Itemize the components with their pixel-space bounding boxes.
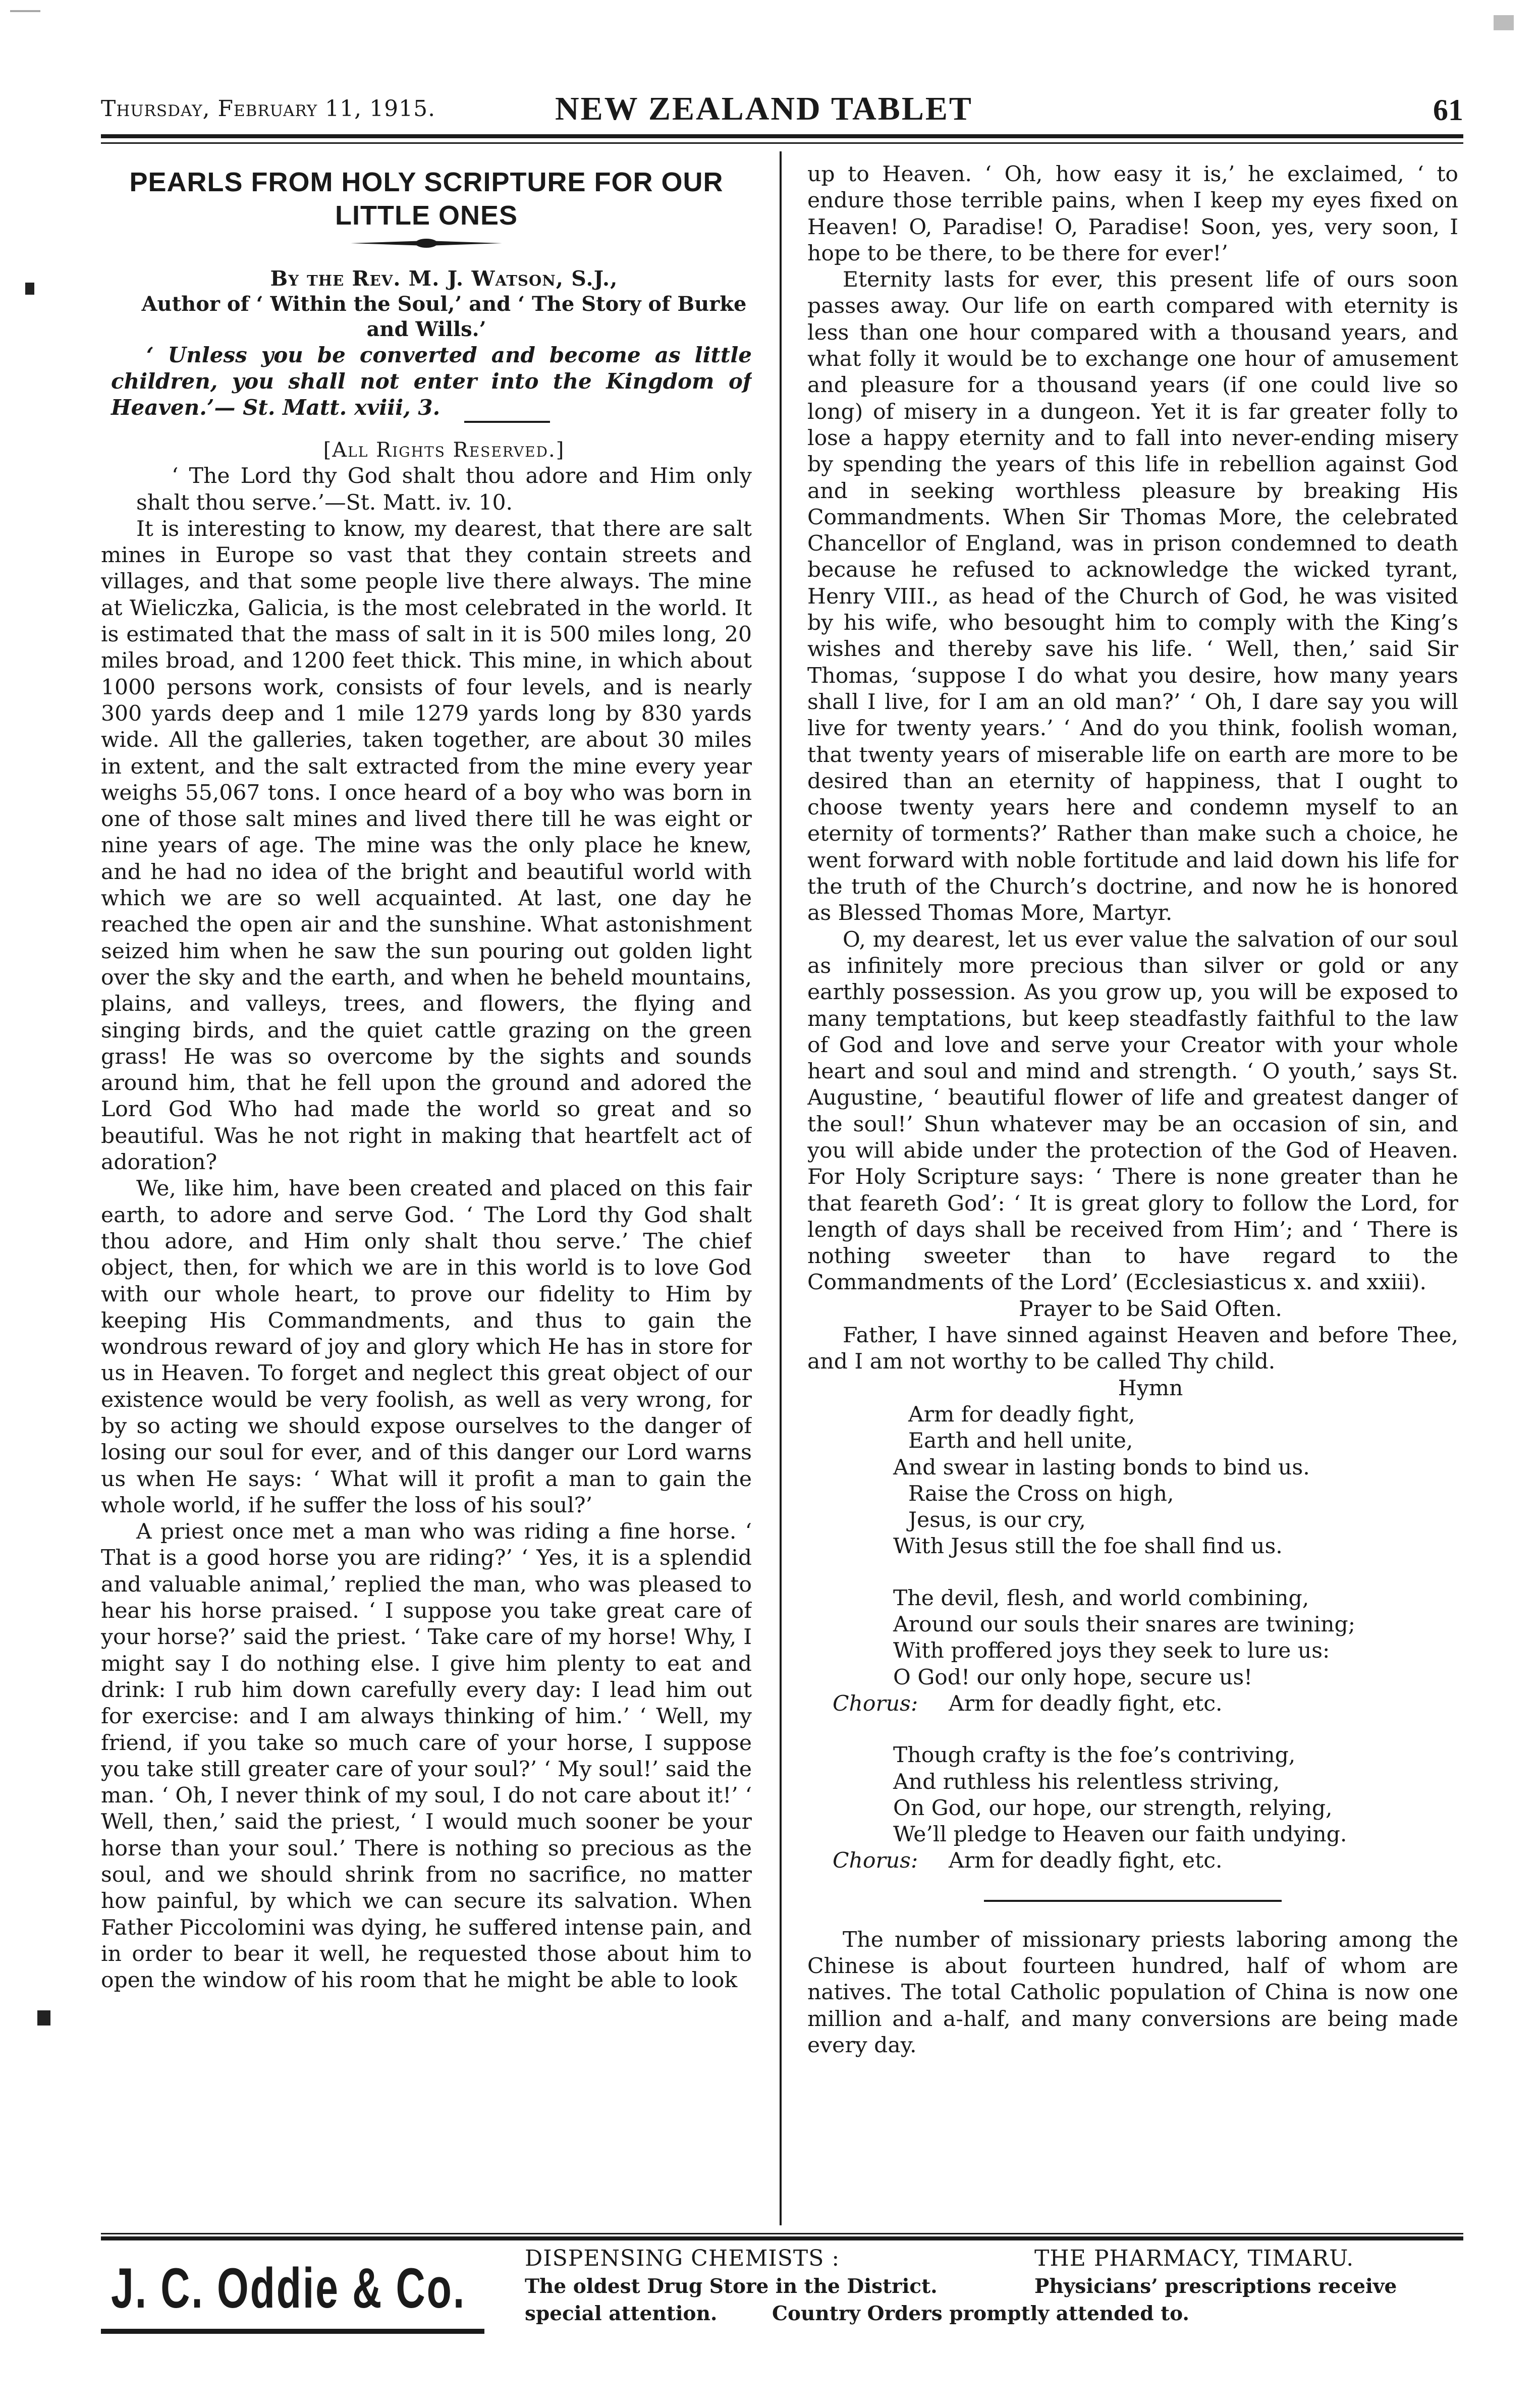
chorus-label: Chorus: bbox=[833, 1691, 918, 1716]
epigraph: ‘ Unless you be converted and become as little children, you shall not enter into the Kingdom of Heaven.’— St. Matt. xviii, 3. bbox=[111, 343, 752, 420]
missionary-note: The number of missionary priests laboring among the Chinese is about fourteen hundred, half of whom are natives. The total Catholic population of China is now one million and a-half, and many conversions are being made every day. bbox=[807, 1927, 1458, 2058]
article-title bbox=[101, 166, 752, 232]
advert-line3-left: special attention. bbox=[525, 2302, 718, 2325]
hymn-chorus bbox=[807, 1691, 1458, 1717]
hymn-line: With Jesus still the foe shall find us. bbox=[893, 1534, 1283, 1559]
right-column bbox=[807, 161, 1458, 2223]
paragraph: Eternity lasts for ever, this present life of ours soon passes away. Our life on earth compared with eternity is less than one hour compared with a thousand years, and what folly it would be to exchange one hour of amusement and pleasure for a thousand years (if one could live so long) of misery in a dungeon. Yet it is far greater folly to lose a happy eternity and to fall into never-ending misery by spending the years of this life in rebellion against God and in seeking worthless pleasure by breaking His Commandments. When Sir Thomas More, the celebrated Chancellor of England, was in prison condemned to death because he refused to acknowledge the wicked tyrant, Henry VIII., as head of the Church of God, he was visited by his wife, who besought him to comply with the King’s wishes and thereby save his life. ‘ Well, then,’ said Sir Thomas, ‘suppose I do what you desire, how many years shall I live, for I am an old man?’ ‘ Oh, I dare say you will live for twenty years.’ ‘ And do you think, foolish woman, that twenty years of miserable life on earth are more to be desired than an eternity of happiness, that I ought to choose twenty years here and condemn myself to an eternity of torments?’ Rather than make such a choice, he went forward with noble fortitude and laid down his life for the truth of the Church’s doctrine, and now he is honored as Blessed Thomas More, Martyr. bbox=[807, 267, 1458, 926]
left-column bbox=[101, 161, 752, 2223]
advert-firm-rule bbox=[101, 2329, 484, 2334]
paragraph: O, my dearest, let us ever value the salvation of our soul as infinitely more precious than silver or gold or any earthly possession. As you grow up, you will be exposed to many temptations, but keep steadfastly faithful to the law of God and love and serve your Creator with your whole heart and soul and mind and strength. ‘ O youth,’ says St. Augustine, ‘ beautiful flower of life and greatest danger of the soul!’ Shun whatever may be an occasion of sin, and you will abide under the protection of the God of Heaven. For Holy Scripture says: ‘ There is none greater than he that feareth God’: ‘ It is great glory to follow the Lord, for length of days shall be received from Him’; and ‘ There is nothing sweeter than to have regard to the Commandments of the Lord’ (Ecclesiasticus x. and xxiii). bbox=[807, 927, 1458, 1295]
article-title-line1: PEARLS FROM HOLY SCRIPTURE FOR OUR bbox=[129, 167, 724, 197]
hymn-line: Jesus, is our cry, bbox=[908, 1508, 1086, 1533]
scan-speck bbox=[10, 10, 40, 12]
hymn-line: And swear in lasting bonds to bind us. bbox=[893, 1455, 1310, 1480]
hymn-chorus bbox=[807, 1848, 1458, 1874]
article-title-line2: LITTLE ONES bbox=[335, 200, 518, 231]
column-divider bbox=[780, 151, 782, 2225]
scan-speck bbox=[37, 2010, 50, 2026]
hymn-line: On God, our hope, our strength, relying, bbox=[893, 1795, 1333, 1821]
masthead-rule-thin bbox=[101, 142, 1463, 144]
page-number: 61 bbox=[1433, 93, 1463, 127]
chorus-text: Arm for deadly fight, etc. bbox=[949, 1848, 1223, 1874]
chorus-label: Chorus: bbox=[833, 1848, 918, 1874]
paragraph: up to Heaven. ‘ Oh, how easy it is,’ he exclaimed, ‘ to endure those terrible pains, when I keep my eyes fixed on Heaven! O, Paradise! O, Paradise! Soon, yes, very soon, I hope to be there, to be there for ever!’ bbox=[807, 162, 1458, 266]
masthead-rule-thick bbox=[101, 134, 1463, 138]
advert-line2-right: Physicians’ prescriptions receive bbox=[1034, 2275, 1397, 2298]
footer-rule-thick bbox=[101, 2236, 1463, 2240]
rights-notice: [All Rights Reserved.] bbox=[323, 439, 565, 462]
scripture-quote: ‘ The Lord thy God shalt thou adore and Him only shalt thou serve.’—St. Matt. iv. 10. bbox=[136, 464, 752, 515]
advert-line3-right: Country Orders promptly attended to. bbox=[772, 2302, 1189, 2325]
short-rule bbox=[464, 421, 550, 423]
byline: By the Rev. M. J. Watson, S.J., bbox=[270, 266, 618, 291]
section-rule bbox=[984, 1900, 1282, 1902]
advert-firm-name: J. C. Oddie & Co. bbox=[111, 2257, 466, 2320]
footer-rule-thin bbox=[101, 2233, 1463, 2234]
advert-line1-left: DISPENSING CHEMISTS : bbox=[525, 2246, 840, 2271]
advert-line2-left: The oldest Drug Store in the District. bbox=[525, 2275, 938, 2298]
hymn-stanza-2 bbox=[807, 1585, 1458, 1717]
newspaper-title: NEW ZEALAND TABLET bbox=[555, 90, 973, 127]
paragraph: We, like him, have been created and placed on this fair earth, to adore and serve God. ‘ The Lord thy God shalt thou adore, and Him only shalt thou serve.’ The chief object, then, for which we are in this world is to love God with our whole heart, to prove our fidelity to Him by keeping His Commandments, and thus to gain the wondrous reward of joy and glory which He has in store for us in Heaven. To forget and neglect this great object of our existence would be very foolish, as well as very wrong, for by so acting we should expose ourselves to the danger of losing our soul for ever, and of this danger our Lord warns us when He says: ‘ What will it profit a man to gain the whole world, if he suffer the loss of his soul?’ bbox=[101, 1176, 752, 1518]
scan-speck bbox=[1494, 15, 1514, 30]
author-credits bbox=[101, 292, 752, 342]
scan-speck bbox=[25, 283, 34, 295]
hymn-line: Raise the Cross on high, bbox=[908, 1481, 1174, 1506]
author-credits-line1: Author of ‘ Within the Soul,’ and ‘ The Story of Burke bbox=[141, 292, 747, 316]
hymn-line: And ruthless his relentless striving, bbox=[893, 1769, 1280, 1794]
advert-line1-right: THE PHARMACY, TIMARU. bbox=[1034, 2246, 1354, 2271]
hymn-stanza-1 bbox=[807, 1402, 1458, 1560]
hymn-line: Around our souls their snares are twining; bbox=[893, 1612, 1356, 1637]
hymn-title: Hymn bbox=[1118, 1376, 1183, 1401]
hymn-stanza-3 bbox=[807, 1742, 1458, 1874]
paragraph: A priest once met a man who was riding a fine horse. ‘ That is a good horse you are riding?’ ‘ Yes, it is a splendid and valuable animal,’ replied the man, who was pleased to hear his horse praised. ‘ I suppose you take great care of your horse?’ said the priest. ‘ Take care of my horse! Why, I might say I do nothing else. I give him plenty to eat and drink: I rub him down carefully every day: I lead him out for exercise: and I am always thinking of him.’ ‘ Well, my friend, if you take so much care of your horse, I suppose you take still greater care of your soul?’ ‘ My soul!’ said the man. ‘ Oh, I never think of my soul, I do not care about it!’ ‘ Well, then,’ said the priest, ‘ I would much sooner be your horse than your soul.’ There is nothing so precious as the soul, and we should shrink from no sacrifice, no matter how painful, by which we can secure its salvation. When Father Piccolomini was dying, he suffered intense pain, and in order to bear it well, he requested those about him to open the window of his room that he might be able to look bbox=[101, 1519, 752, 1993]
paragraph: It is interesting to know, my dearest, that there are salt mines in Europe so vast that they contain streets and villages, and that some people live there always. The mine at Wieliczka, Galicia, is the most celebrated in the world. It is estimated that the mass of salt in it is 500 miles long, 20 miles broad, and 1200 feet thick. This mine, in which about 1000 persons work, consists of four levels, and is nearly 300 yards deep and 1 mile 1279 yards long by 830 yards wide. All the galleries, taken together, are about 30 miles in extent, and the salt extracted from the mine every year weighs 55,067 tons. I once heard of a boy who was born in one of those salt mines and lived there till he was eight or nine years of age. The mine was the only place he knew, and he had no idea of the bright and beautiful world with which we are so well acquainted. At last, one day he reached the open air and the sunshine. What astonishment seized him when he saw the sun pouring out golden light over the sky and the earth, and when he beheld mountains, plains, and valleys, trees, and flowers, the flying and singing birds, and the quiet cattle grazing on the green grass! He was so overcome by the sights and sounds around him, that he fell upon the ground and adored the Lord God Who had made the world so great and so beautiful. Was he not right in making that heartfelt act of adoration? bbox=[101, 516, 752, 1175]
hymn-line: Arm for deadly fight, bbox=[908, 1402, 1135, 1427]
hymn-line: Though crafty is the foe’s contriving, bbox=[893, 1743, 1296, 1768]
prayer-text: Father, I have sinned against Heaven and before Thee, and I am not worthy to be called Thy child. bbox=[807, 1323, 1458, 1375]
prayer-title: Prayer to be Said Often. bbox=[1019, 1296, 1282, 1322]
issue-date: Thursday, February 11, 1915. bbox=[101, 96, 436, 122]
hymn-line: We’ll pledge to Heaven our faith undying. bbox=[893, 1822, 1347, 1847]
hymn-line: O God! our only hope, secure us! bbox=[893, 1665, 1253, 1690]
chorus-text: Arm for deadly fight, etc. bbox=[949, 1691, 1223, 1716]
hymn-line: The devil, flesh, and world combining, bbox=[893, 1585, 1309, 1611]
hymn-line: Earth and hell unite, bbox=[908, 1429, 1133, 1454]
title-ornament bbox=[351, 236, 502, 250]
author-credits-line2: and Wills.’ bbox=[366, 317, 486, 341]
hymn-line: With proffered joys they seek to lure us: bbox=[893, 1638, 1330, 1664]
masthead bbox=[101, 90, 1463, 135]
